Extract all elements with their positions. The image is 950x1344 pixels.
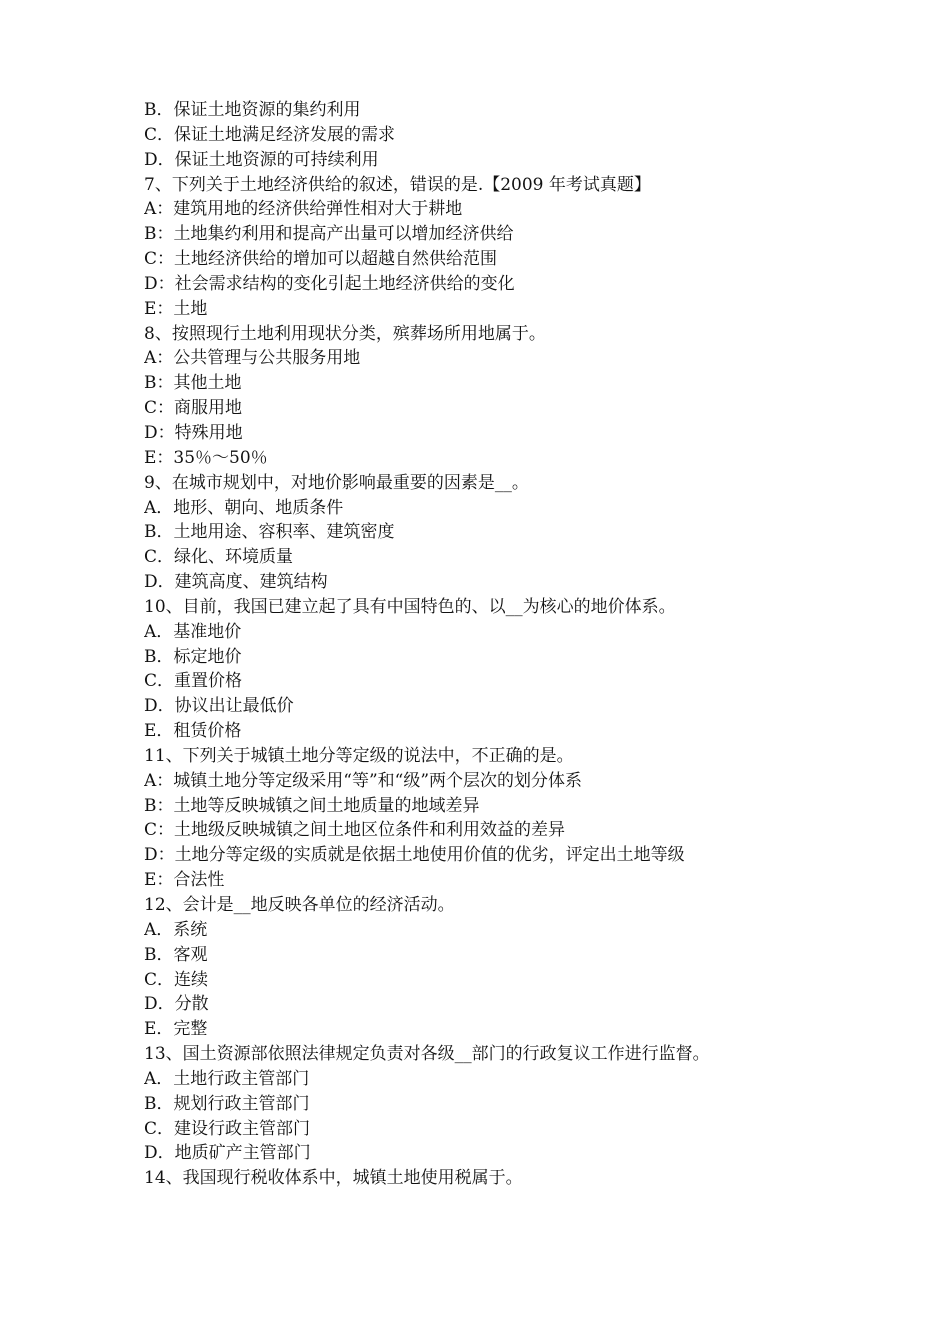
option-line: D．地质矿产主管部门: [144, 1143, 311, 1164]
option-line: C：商服用地: [144, 398, 243, 419]
option-line: B：其他土地: [144, 373, 242, 394]
option-line: B：土地等反映城镇之间土地质量的地域差异: [144, 795, 480, 816]
option-line: B．保证土地资源的集约利用: [144, 100, 361, 120]
question-7: 7、下列关于土地经济供给的叙述，错误的是.【2009 年考试真题】: [144, 174, 651, 195]
option-line: A：建筑用地的经济供给弹性相对大于耕地: [144, 199, 463, 220]
question-10: 10、目前，我国已建立起了具有中国特色的、以__为核心的地价体系。: [144, 596, 676, 617]
question-9: 9、在城市规划中，对地价影响最重要的因素是__。: [144, 472, 529, 493]
option-line: D：特殊用地: [144, 422, 243, 443]
option-line: D：社会需求结构的变化引起土地经济供给的变化: [144, 273, 515, 294]
option-line: E．租赁价格: [144, 721, 242, 742]
option-line: C．绿化、环境质量: [144, 547, 294, 568]
document-body: [144, 98, 824, 1191]
option-line: C．保证土地满足经济发展的需求: [144, 124, 396, 145]
option-line: C：土地级反映城镇之间土地区位条件和利用效益的差异: [144, 820, 566, 841]
option-line: C．建设行政主管部门: [144, 1118, 311, 1139]
option-line: B．标定地价: [144, 646, 242, 667]
option-line: E．完整: [144, 1019, 208, 1040]
option-line: E：35％～50％: [144, 447, 268, 468]
option-line: A．土地行政主管部门: [144, 1068, 310, 1089]
option-line: A．基准地价: [144, 621, 242, 642]
option-line: A．地形、朝向、地质条件: [144, 497, 344, 518]
option-line: C．重置价格: [144, 671, 243, 692]
option-line: A．系统: [144, 919, 208, 940]
option-line: E：土地: [144, 298, 208, 319]
question-11: 11、下列关于城镇土地分等定级的说法中，不正确的是。: [144, 745, 574, 766]
option-line: C．连续: [144, 969, 209, 990]
question-13: 13、国土资源部依照法律规定负责对各级__部门的行政复议工作进行监督。: [144, 1044, 710, 1065]
option-line: D．分散: [144, 994, 209, 1015]
option-line: D．建筑高度、建筑结构: [144, 572, 328, 593]
option-line: D．协议出让最低价: [144, 696, 294, 717]
question-8: 8、按照现行土地利用现状分类，殡葬场所用地属于。: [144, 323, 546, 344]
option-line: D：土地分等定级的实质就是依据土地使用价值的优劣，评定出土地等级: [144, 845, 685, 866]
option-line: A：城镇土地分等定级采用“等”和“级”两个层次的划分体系: [144, 770, 583, 791]
option-line: B．规划行政主管部门: [144, 1093, 310, 1114]
question-14: 14、我国现行税收体系中，城镇土地使用税属于。: [144, 1168, 523, 1189]
option-line: B．客观: [144, 944, 208, 965]
question-12: 12、会计是__地反映各单位的经济活动。: [144, 895, 455, 915]
option-line: A：公共管理与公共服务用地: [144, 348, 361, 369]
option-line: B：土地集约利用和提高产出量可以增加经济供给: [144, 224, 514, 245]
option-line: E：合法性: [144, 870, 225, 891]
option-line: D．保证土地资源的可持续利用: [144, 149, 379, 170]
option-line: C：土地经济供给的增加可以超越自然供给范围: [144, 249, 498, 270]
option-line: B．土地用途、容积率、建筑密度: [144, 522, 395, 543]
